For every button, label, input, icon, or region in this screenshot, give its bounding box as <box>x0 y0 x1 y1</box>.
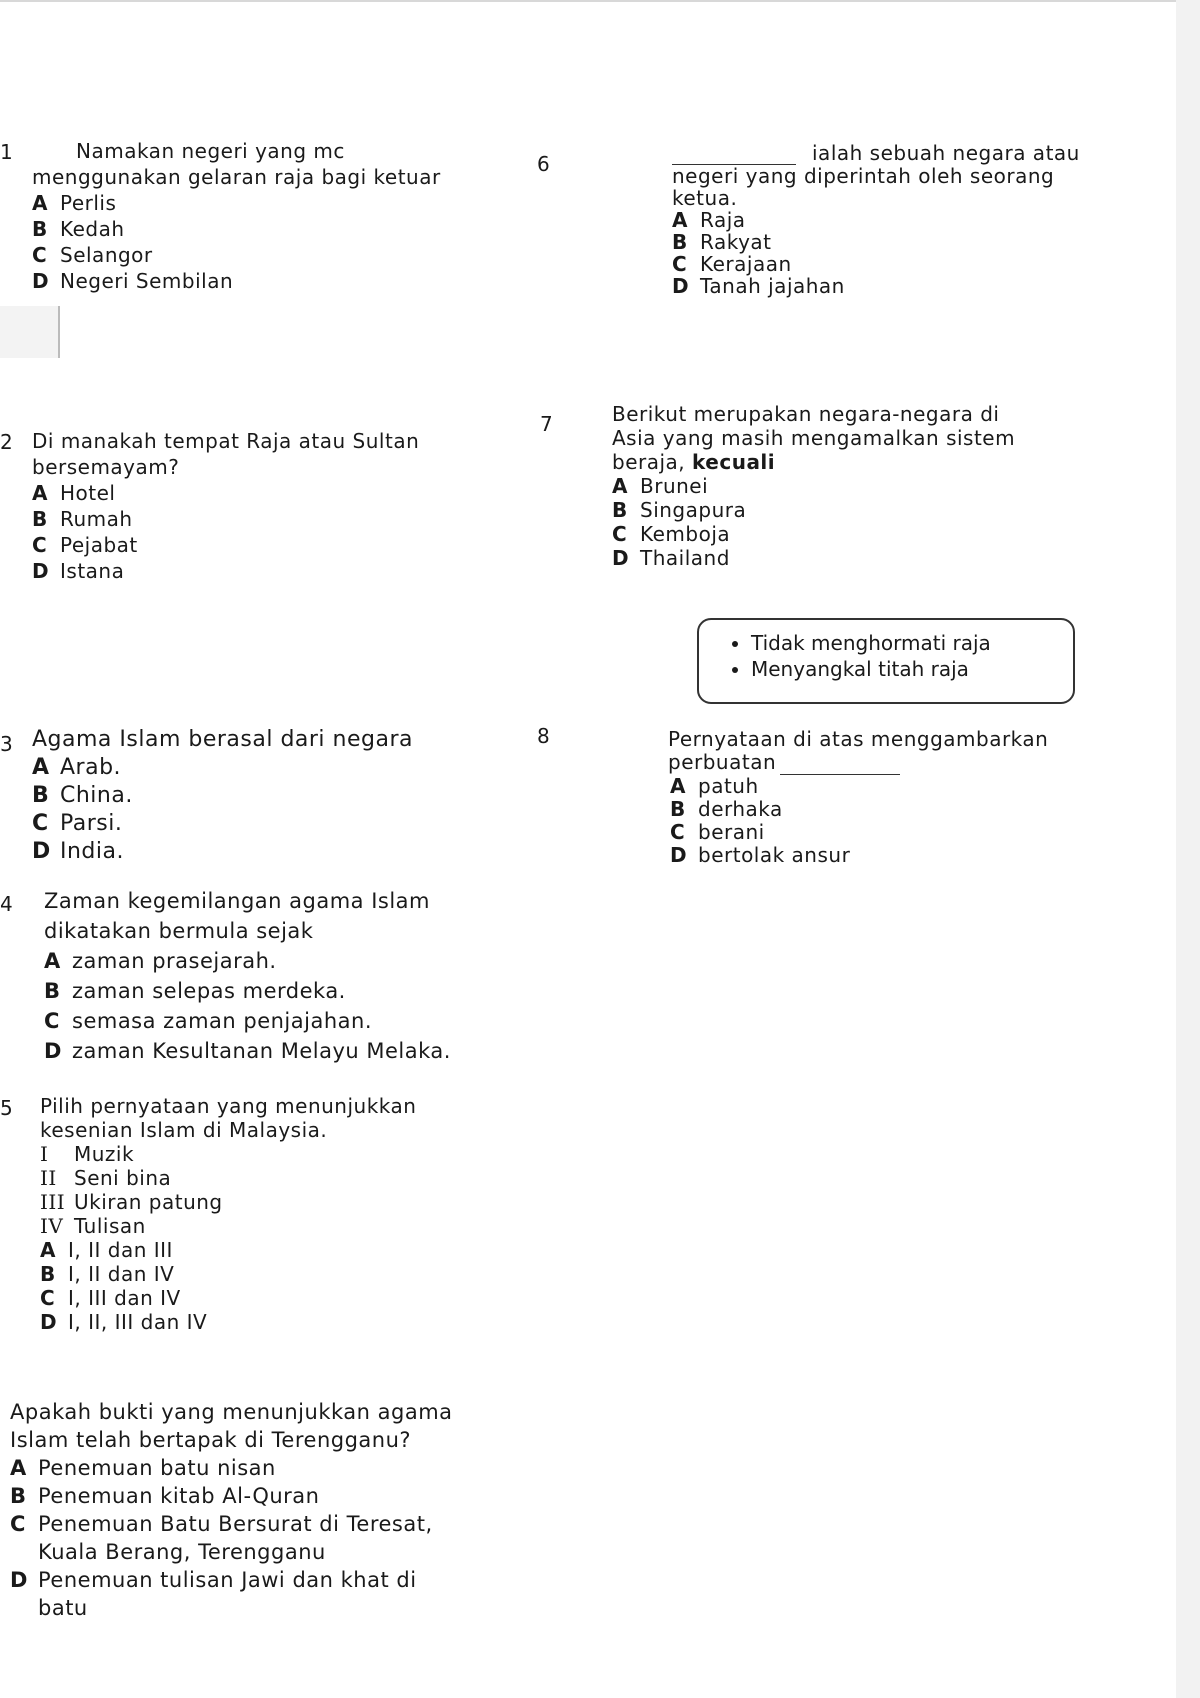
question-8 <box>668 728 1150 867</box>
option-a[interactable]: A Arab. <box>32 755 122 780</box>
question-stem-line: Berikut merupakan negara-negara di <box>612 402 1000 426</box>
scrollbar-track[interactable] <box>1176 0 1200 1698</box>
question-stem-line: Zaman kegemilangan agama Islam <box>44 889 430 913</box>
question-number: 3 <box>0 732 13 756</box>
option-d[interactable]: D bertolak ansur <box>670 843 851 867</box>
question-1 <box>32 138 514 294</box>
question-number: 5 <box>0 1096 13 1120</box>
option-d[interactable]: D Negeri Sembilan <box>32 269 234 293</box>
option-d[interactable]: D Istana <box>32 559 125 583</box>
question-number: 1 <box>0 140 13 164</box>
option-b[interactable]: B Kedah <box>32 217 125 241</box>
option-b[interactable]: B Rakyat <box>672 230 772 254</box>
question-stem-line: ketua. <box>672 186 738 210</box>
option-c[interactable]: C I, III dan IV <box>40 1286 181 1310</box>
question-stem-line: dikatakan bermula sejak <box>44 919 314 943</box>
option-b[interactable]: B Penemuan kitab Al-Quran <box>10 1484 320 1508</box>
option-c[interactable]: C Parsi. <box>32 811 123 836</box>
option-a[interactable]: A Raja <box>672 208 746 232</box>
answer-blank <box>672 142 796 165</box>
statement-1: I Muzik <box>40 1142 135 1166</box>
option-a[interactable]: A Perlis <box>32 191 117 215</box>
option-b[interactable]: B China. <box>32 783 133 808</box>
question-stem-line: beraja, kecuali <box>612 450 776 474</box>
option-b[interactable]: B I, II dan IV <box>40 1262 175 1286</box>
option-c[interactable]: C Pejabat <box>32 533 138 557</box>
question-3 <box>32 726 502 866</box>
question-4 <box>44 886 514 1066</box>
question-stem-line: kesenian Islam di Malaysia. <box>40 1118 328 1142</box>
statement-bullet: • Menyangkal titah raja <box>751 656 1073 682</box>
option-a[interactable]: A zaman prasejarah. <box>44 949 277 973</box>
question-stem-line <box>32 138 514 164</box>
option-b[interactable]: B Singapura <box>612 498 747 522</box>
question-stem-line: Pilih pernyataan yang menunjukkan <box>40 1094 417 1118</box>
question-number: 6 <box>537 152 550 176</box>
question-stem-line: Apakah bukti yang menunjukkan agama <box>10 1400 453 1424</box>
question-stem-line: bersemayam? <box>32 455 180 479</box>
question-stem-line: Asia yang masih mengamalkan sistem <box>612 426 1016 450</box>
option-c[interactable]: C Selangor <box>32 243 153 267</box>
question-5 <box>40 1094 520 1334</box>
question-stem-line: perbuatan <box>668 751 1150 775</box>
option-a[interactable]: A Hotel <box>32 481 116 505</box>
option-d[interactable]: D zaman Kesultanan Melayu Melaka. <box>44 1039 451 1063</box>
statement-bullet: • Tidak menghormati raja <box>751 630 1073 656</box>
question-number: 7 <box>540 412 553 436</box>
question-stem-line: Di manakah tempat Raja atau Sultan <box>32 429 420 453</box>
option-a[interactable]: A patuh <box>670 774 759 798</box>
scan-line <box>58 306 60 358</box>
question-number: 4 <box>0 892 13 916</box>
option-d[interactable]: D Thailand <box>612 546 730 570</box>
statement-3: III Ukiran patung <box>40 1190 223 1214</box>
question-6 <box>672 142 1154 297</box>
question-stem-line: Pernyataan di atas menggambarkan <box>668 727 1049 751</box>
option-b[interactable]: B Rumah <box>32 507 133 531</box>
statement-4: IV Tulisan <box>40 1214 146 1238</box>
question-7 <box>612 402 1074 570</box>
option-d[interactable]: D Tanah jajahan <box>672 274 845 298</box>
option-a[interactable]: A I, II dan III <box>40 1238 173 1262</box>
stem-text: Namakan negeri yang mc <box>76 139 345 163</box>
answer-blank <box>780 751 900 775</box>
question-stem-line: ialah sebuah negara atau <box>672 142 1154 165</box>
option-d[interactable]: D India. <box>32 839 124 864</box>
statement-box <box>697 618 1075 704</box>
option-c-continued: Kuala Berang, Terengganu <box>38 1540 326 1564</box>
question-9 <box>10 1398 453 1622</box>
option-d[interactable]: D Penemuan tulisan Jawi dan khat di <box>10 1568 417 1592</box>
option-a[interactable]: A Brunei <box>612 474 709 498</box>
question-stem-line: Agama Islam berasal dari negara <box>32 727 413 752</box>
option-c[interactable]: C berani <box>670 820 765 844</box>
option-b[interactable]: B derhaka <box>670 797 783 821</box>
question-stem-line: negeri yang diperintah oleh seorang <box>672 164 1055 188</box>
option-d-continued: batu <box>38 1596 88 1620</box>
option-c[interactable]: C Kerajaan <box>672 252 792 276</box>
option-c[interactable]: C Penemuan Batu Bersurat di Teresat, <box>10 1512 433 1536</box>
page-top-border <box>0 0 1176 2</box>
option-a[interactable]: A Penemuan batu nisan <box>10 1456 276 1480</box>
emphasis-word: kecuali <box>692 450 776 474</box>
question-stem-line: Islam telah bertapak di Terengganu? <box>10 1428 412 1452</box>
question-stem-line: menggunakan gelaran raja bagi ketuar <box>32 165 441 189</box>
option-d[interactable]: D I, II, III dan IV <box>40 1310 208 1334</box>
option-b[interactable]: B zaman selepas merdeka. <box>44 979 346 1003</box>
question-2 <box>32 428 512 584</box>
option-c[interactable]: C semasa zaman penjajahan. <box>44 1009 373 1033</box>
question-number: 8 <box>537 724 550 748</box>
option-c[interactable]: C Kemboja <box>612 522 731 546</box>
question-number: 2 <box>0 430 13 454</box>
statement-2: II Seni bina <box>40 1166 172 1190</box>
scan-smudge <box>0 306 58 358</box>
